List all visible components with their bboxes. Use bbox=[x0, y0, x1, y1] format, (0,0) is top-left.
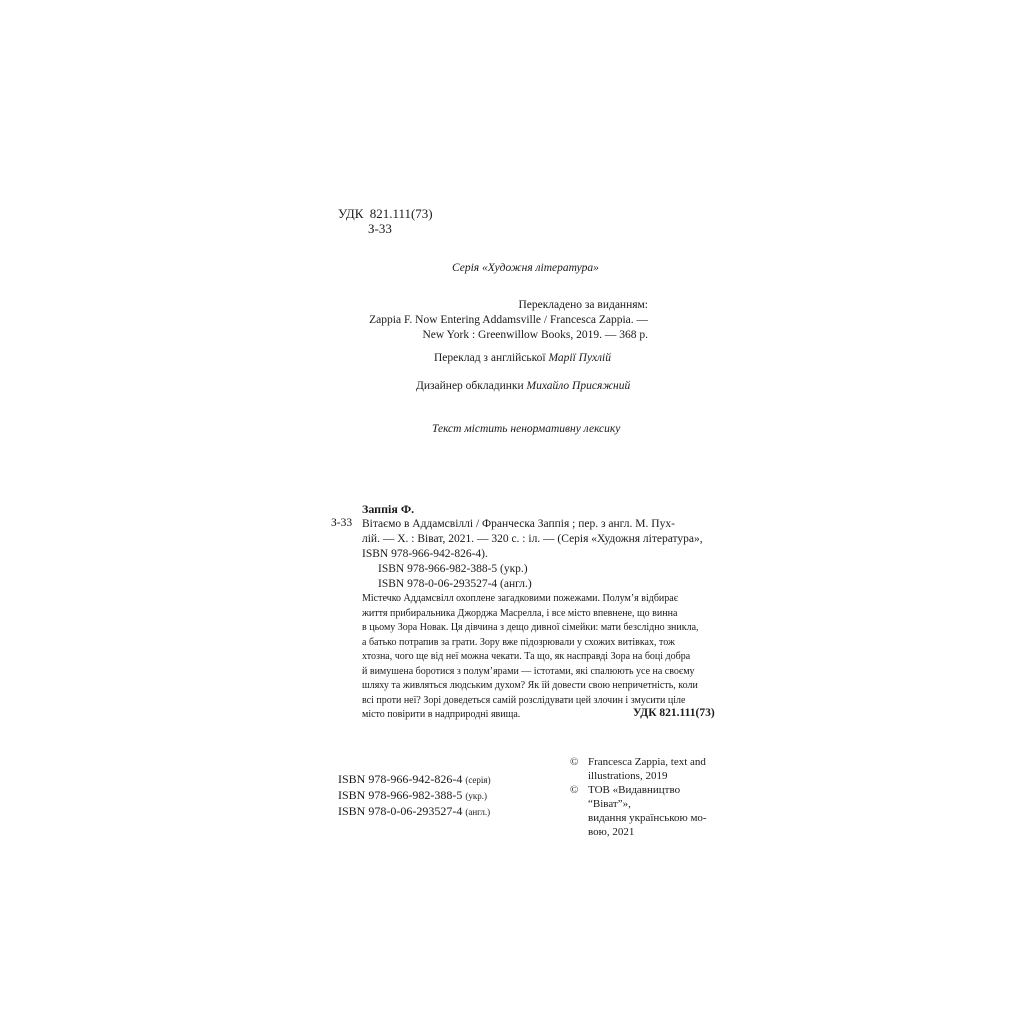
copyright-symbol: © bbox=[570, 784, 579, 796]
original-edition bbox=[368, 298, 648, 343]
original-edition-label: Перекладено за виданням: bbox=[518, 299, 648, 311]
isbn-line: ISBN 978-966-982-388-5 (укр.) bbox=[378, 563, 528, 575]
bibliographic-line: Вітаємо в Аддамсвіллі / Франческа Заппія ; пер. з англ. М. Пух- bbox=[362, 518, 675, 530]
annotation-line: в цьому Зора Новак. Ця дівчина з дещо дивної сімейки: мати безслідно зникла, bbox=[362, 622, 699, 633]
isbn-block bbox=[338, 772, 491, 820]
original-edition-line: Zappia F. Now Entering Addamsville / Francesca Zappia. — bbox=[369, 314, 648, 326]
isbn-row bbox=[338, 788, 491, 804]
translator-credit bbox=[434, 352, 611, 364]
annotation-line: життя прибиральника Джорджа Масрелла, і все місто впевнене, що винна bbox=[362, 607, 678, 619]
udk-classification-bottom: УДК 821.111(73) bbox=[633, 707, 715, 719]
isbn-row bbox=[338, 772, 491, 788]
isbn-number: ISBN 978-966-942-826-4 bbox=[338, 772, 463, 786]
copyright-line: illustrations, 2019 bbox=[588, 770, 668, 782]
isbn-number: ISBN 978-966-982-388-5 bbox=[338, 788, 463, 802]
isbn-row bbox=[338, 804, 491, 820]
original-edition-line: New York : Greenwillow Books, 2019. — 368 p. bbox=[422, 329, 648, 341]
book-annotation bbox=[362, 592, 716, 723]
annotation-line: а батько потрапив за грати. Зору вже підозрювали у схожих витівках, тож bbox=[362, 636, 675, 648]
bibliographic-isbn-list bbox=[378, 562, 532, 592]
udk-classification-top bbox=[338, 206, 433, 236]
annotation-line: шляху та живляться людським духом? Як їй довести свою непричетність, коли bbox=[362, 680, 698, 691]
udk-code: 821.111(73) bbox=[369, 206, 433, 221]
bibliographic-line: ISBN 978-966-942-826-4). bbox=[362, 548, 488, 560]
bibliographic-code: З-33 bbox=[331, 517, 353, 529]
annotation-line: всі проти неї? Зорі доведеться самій розслідувати цей злочин і змусити ціле bbox=[362, 694, 686, 706]
isbn-line: ISBN 978-0-06-293527-4 (англ.) bbox=[378, 578, 532, 590]
copyright-entry bbox=[570, 755, 720, 783]
series-title: Серія «Художня література» bbox=[452, 262, 599, 274]
isbn-note: (укр.) bbox=[465, 791, 487, 801]
content-warning: Текст містить ненормативну лексику bbox=[432, 423, 621, 435]
isbn-number: ISBN 978-0-06-293527-4 bbox=[338, 804, 463, 818]
annotation-line: місто повірити в надприродні явища. bbox=[362, 709, 521, 720]
udk-label: УДК bbox=[338, 206, 364, 221]
author-code: З-33 bbox=[368, 221, 392, 236]
bibliographic-author: Заппія Ф. bbox=[362, 502, 415, 516]
copyright-symbol: © bbox=[570, 756, 579, 768]
designer-credit bbox=[416, 380, 630, 392]
bibliographic-line: лій. — Х. : Віват, 2021. — 320 с. : іл. — (Серія «Художня література», bbox=[362, 533, 703, 545]
copyright-line: вою, 2021 bbox=[588, 826, 635, 838]
designer-prefix: Дизайнер обкладинки bbox=[416, 380, 524, 392]
isbn-note: (англ.) bbox=[465, 807, 491, 817]
annotation-line: хтозна, чого ще від неї можна чекати. Та що, як насправді Зора на боці добра bbox=[362, 651, 691, 662]
copyright-line: ТОВ «Видавництво “Віват”», bbox=[588, 784, 681, 810]
annotation-line: й вимушена боротися з полум’ярами — істотами, які спалюють усе на своєму bbox=[362, 665, 695, 677]
translator-name: Марії Пухлій bbox=[548, 352, 612, 364]
designer-name: Михайло Присяжний bbox=[526, 380, 631, 392]
bibliographic-description bbox=[362, 517, 716, 562]
copyright-line: Francesca Zappia, text and bbox=[588, 756, 706, 768]
isbn-note: (серія) bbox=[465, 775, 491, 785]
copyright-entry bbox=[570, 783, 720, 839]
translator-prefix: Переклад з англійської bbox=[434, 352, 546, 364]
copyright-line: видання українською мо- bbox=[588, 812, 707, 824]
copyright-block bbox=[570, 755, 720, 839]
annotation-line: Містечко Аддамсвілл охоплене загадковими пожежами. Полум’я відбирає bbox=[362, 593, 679, 604]
